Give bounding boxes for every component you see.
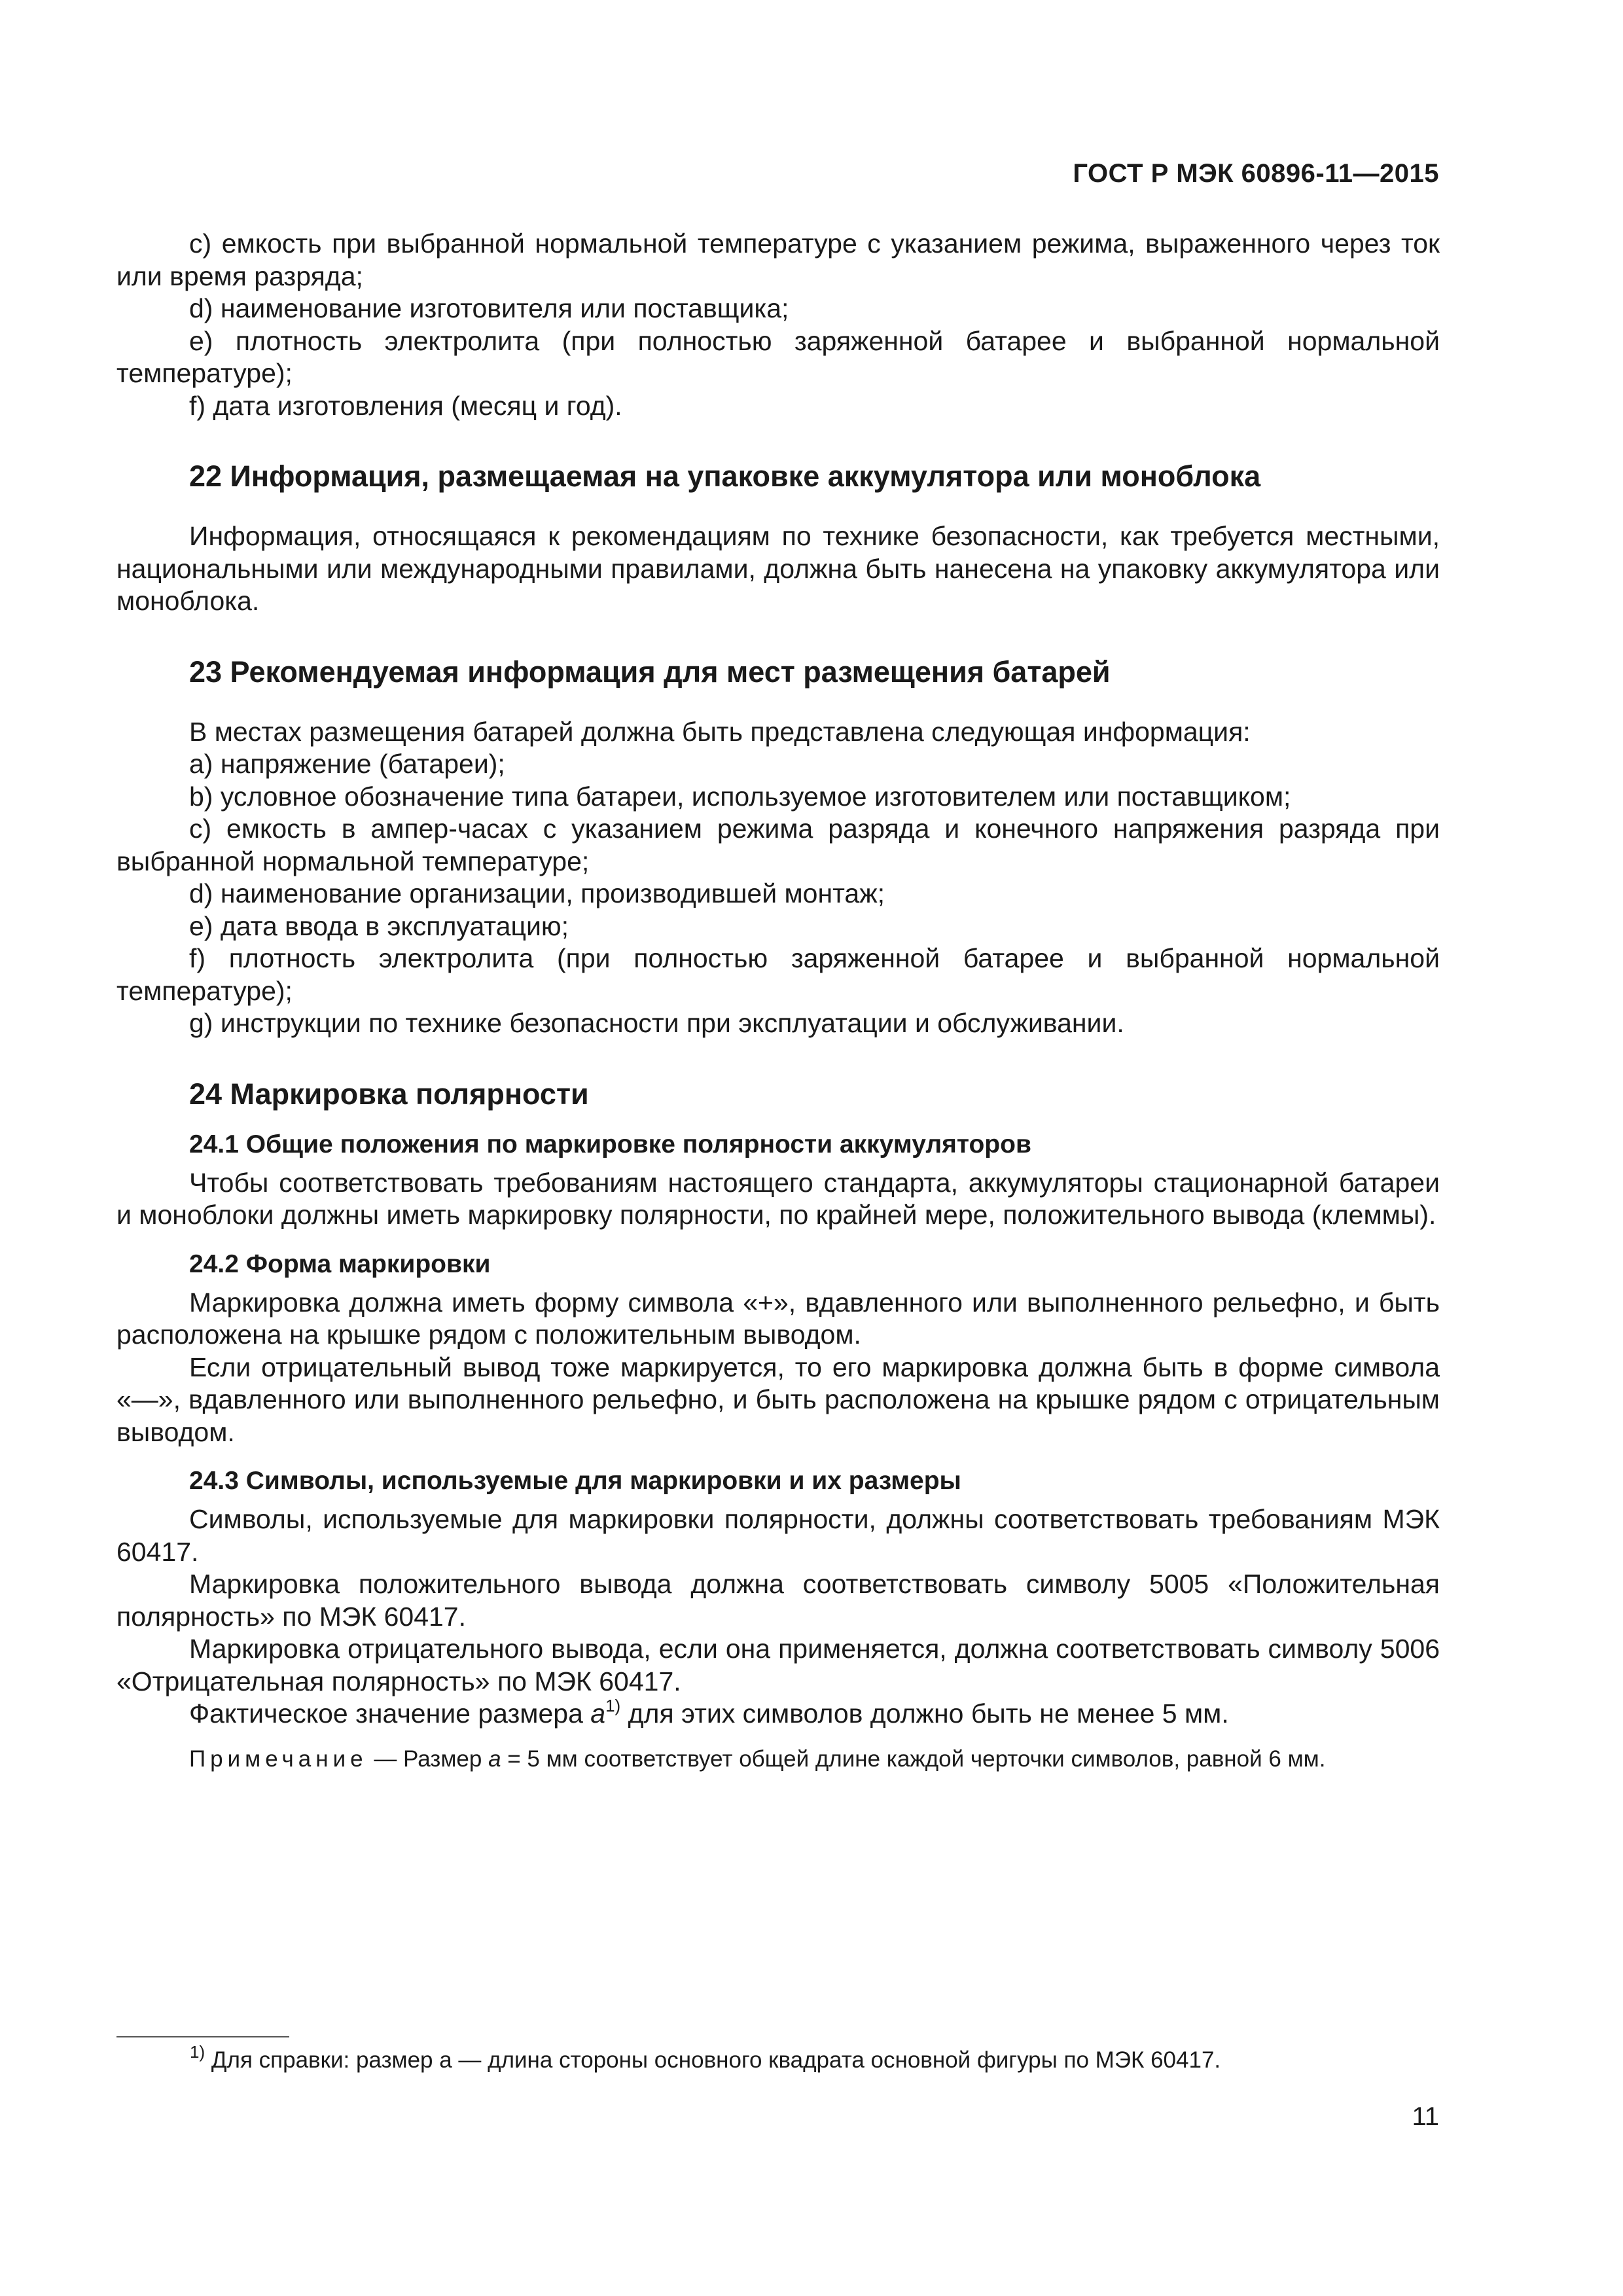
section-23-item-a: a) напряжение (батареи);	[189, 749, 505, 779]
size-variable: a	[590, 1698, 606, 1729]
list-item-d: d) наименование изготовителя или поставщика;	[189, 293, 789, 323]
list-item-e: e) плотность электролита (при полностью заряженной батарее и выбранной нормальной температуре);	[116, 325, 1440, 388]
note-variable: a	[488, 1746, 501, 1772]
section-24-3-paragraph-2: Маркировка положительного вывода должна соответствовать символу 5005 «Положительная полярность» по МЭК 60417.	[116, 1569, 1440, 1632]
note-text-start: — Размер	[367, 1746, 489, 1772]
section-24-1-heading: 24.1 Общие положения по маркировке полярности аккумуляторов	[189, 1130, 1031, 1158]
note-paragraph	[116, 1745, 1440, 1774]
section-23-item-b: b) условное обозначение типа батареи, используемое изготовителем или поставщиком;	[189, 781, 1291, 812]
document-code-header: ГОСТ Р МЭК 60896-11—2015	[1073, 159, 1439, 188]
section-24-heading: 24 Маркировка полярности	[189, 1077, 589, 1111]
section-24-3-paragraph-1: Символы, используемые для маркировки полярности, должны соответствовать требованиям МЭК 60417.	[116, 1504, 1440, 1567]
footnote	[190, 2042, 1221, 2075]
section-23-intro: В местах размещения батарей должна быть представлена следующая информация:	[189, 716, 1251, 747]
section-24-3-paragraph-3: Маркировка отрицательного вывода, если она применяется, должна соответствовать символу 5006 «Отрицательная полярность» по МЭК 60417.	[116, 1634, 1440, 1696]
section-24-2-paragraph-2: Если отрицательный вывод тоже маркируется, то его маркировка должна быть в форме символа «—», вдавленного или выполненного рельефно, и быть расположена на крышке рядом с отрицательным выводом.	[116, 1352, 1440, 1447]
section-23-item-c: c) емкость в ампер-часах с указанием режима разряда и конечного напряжения разряда при выбранной нормальной температуре;	[116, 814, 1440, 876]
footnote-reference: 1)	[605, 1696, 621, 1716]
footnote-text: Для справки: размер а — длина стороны основного квадрата основной фигуры по МЭК 60417.	[205, 2047, 1221, 2073]
section-23-item-f: f) плотность электролита (при полностью заряженной батарее и выбранной нормальной температуре);	[116, 943, 1440, 1006]
section-23-item-d: d) наименование организации, производившей монтаж;	[189, 878, 885, 908]
section-23-item-e: e) дата ввода в эксплуатацию;	[189, 910, 569, 941]
page-number: 11	[1412, 2102, 1439, 2131]
section-22-paragraph: Информация, относящаяся к рекомендациям по технике безопасности, как требуется местными, национальными или международными правилами, должна быть нанесена на упаковку аккумулятора или моноблока.	[116, 521, 1440, 616]
section-23-heading: 23 Рекомендуемая информация для мест размещения батарей	[189, 655, 1111, 689]
section-24-2-paragraph-1: Маркировка должна иметь форму символа «+», вдавленного или выполненного рельефно, и быть расположена на крышке рядом с положительным выводом.	[116, 1287, 1440, 1350]
section-24-3-heading: 24.3 Символы, используемые для маркировки и их размеры	[189, 1467, 961, 1495]
section-24-1-paragraph: Чтобы соответствовать требованиям настоящего стандарта, аккумуляторы стационарной батареи и моноблоки должны иметь маркировку полярности, по крайней мере, положительного вывода (клеммы).	[116, 1167, 1440, 1230]
list-item-c: c) емкость при выбранной нормальной температуре с указанием режима, выраженного через ток или время разряда;	[116, 228, 1440, 291]
size-sentence-end: для этих символов должно быть не менее 5 мм.	[620, 1698, 1229, 1729]
size-sentence-start: Фактическое значение размера	[189, 1698, 591, 1729]
footnote-marker: 1)	[190, 2042, 205, 2062]
section-24-3-paragraph-4	[116, 1698, 1440, 1731]
section-22-heading: 22 Информация, размещаемая на упаковке аккумулятора или моноблока	[189, 459, 1261, 493]
footnote-separator	[116, 2036, 289, 2037]
page-body	[116, 228, 1440, 1774]
list-item-f: f) дата изготовления (месяц и год).	[189, 390, 622, 421]
note-text-end: = 5 мм соответствует общей длине каждой черточки символов, равной 6 мм.	[501, 1746, 1326, 1772]
note-label: Примечание	[189, 1746, 368, 1772]
section-23-item-g: g) инструкции по технике безопасности при эксплуатации и обслуживании.	[189, 1008, 1124, 1038]
section-24-2-heading: 24.2 Форма маркировки	[189, 1249, 491, 1278]
